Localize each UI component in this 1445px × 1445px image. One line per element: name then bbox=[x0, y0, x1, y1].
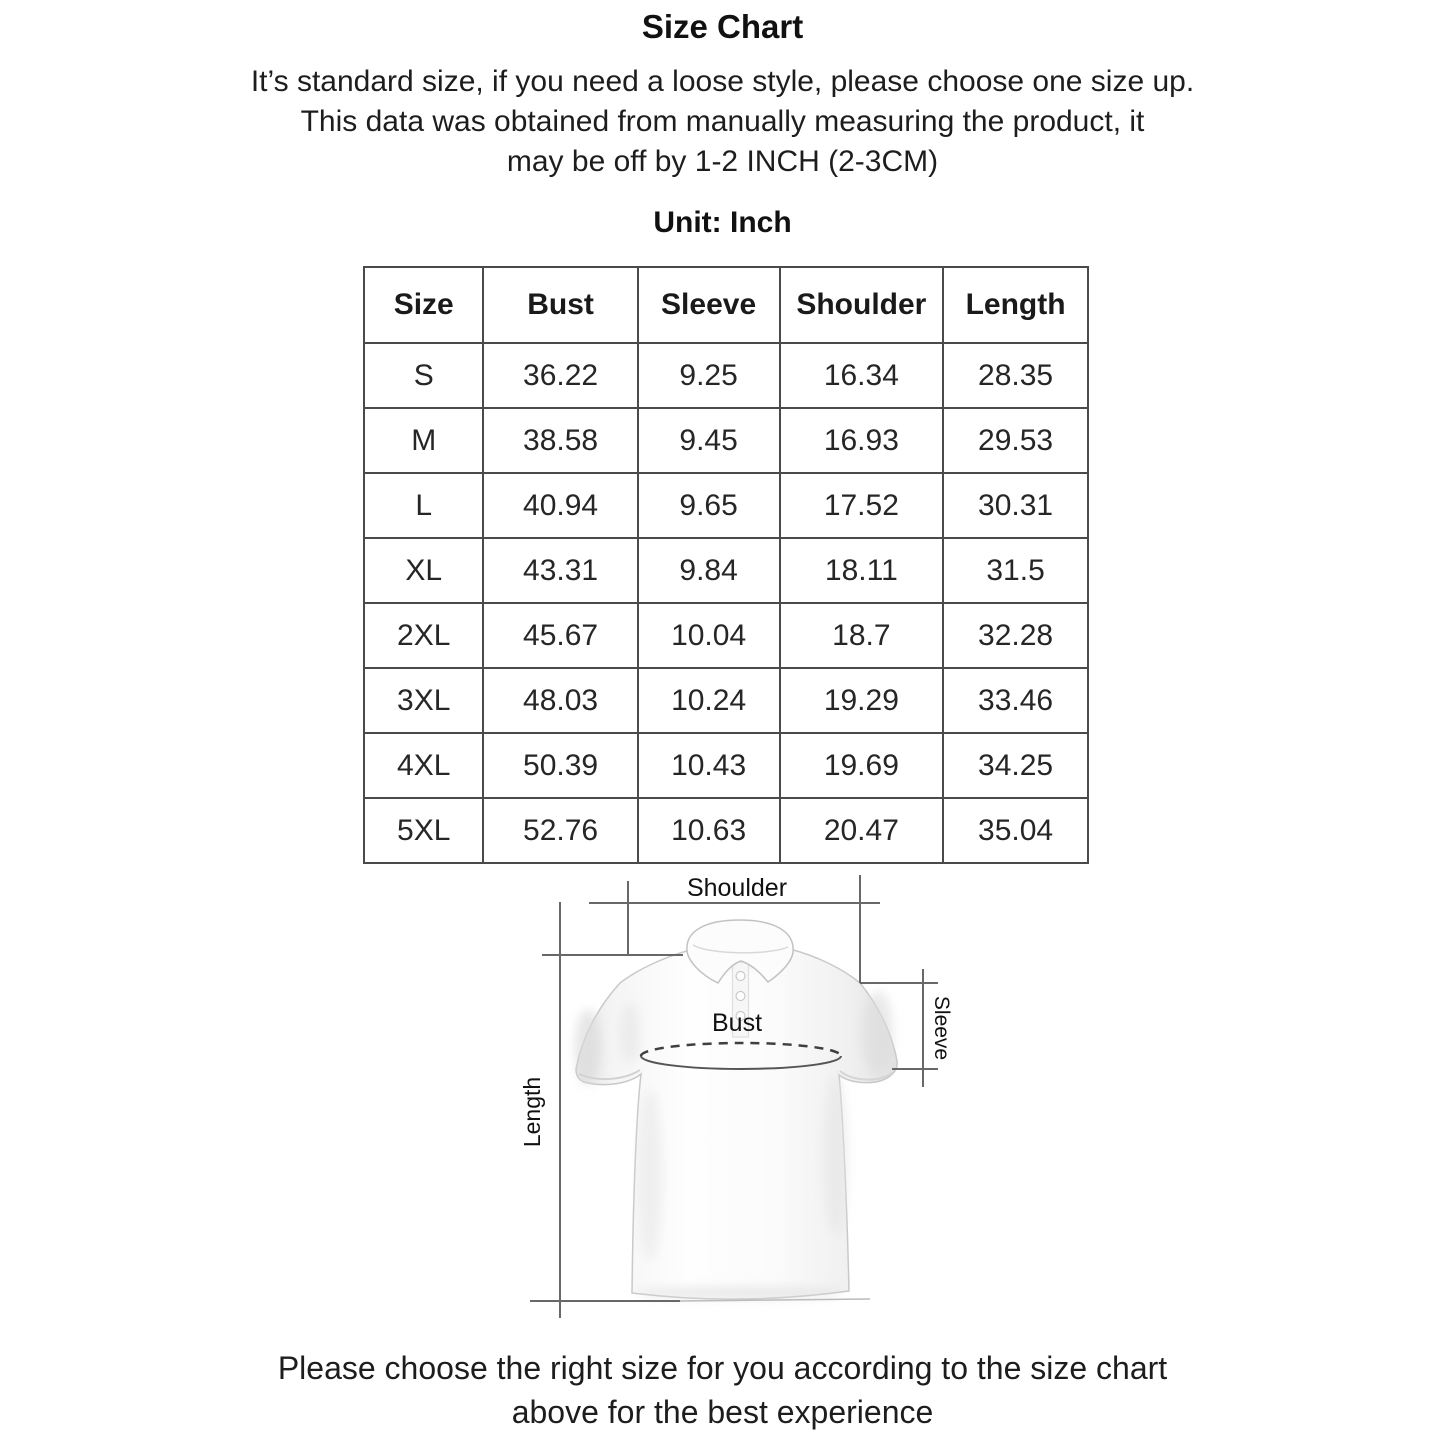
shoulder-cell: 16.34 bbox=[780, 343, 944, 408]
footer-note bbox=[0, 1346, 1445, 1434]
shoulder-cell: 18.7 bbox=[780, 603, 944, 668]
bust-cell: 38.58 bbox=[483, 408, 637, 473]
size-cell: 2XL bbox=[364, 603, 483, 668]
table-row-s bbox=[364, 343, 1088, 408]
column-header-sleeve: Sleeve bbox=[638, 267, 780, 343]
table-row-3xl bbox=[364, 668, 1088, 733]
size-cell: 5XL bbox=[364, 798, 483, 863]
footer-note-line-2: above for the best experience bbox=[511, 1394, 934, 1430]
column-header-shoulder: Shoulder bbox=[780, 267, 944, 343]
sleeve-cell: 9.65 bbox=[638, 473, 780, 538]
size-note-line-2: This data was obtained from manually measuring the product, it bbox=[300, 105, 1145, 138]
bust-cell: 48.03 bbox=[483, 668, 637, 733]
sleeve-cell: 10.43 bbox=[638, 733, 780, 798]
table-row-xl bbox=[364, 538, 1088, 603]
measurement-diagram bbox=[480, 855, 980, 1335]
size-cell: S bbox=[364, 343, 483, 408]
shoulder-cell: 19.69 bbox=[780, 733, 944, 798]
page-title: Size Chart bbox=[641, 8, 804, 45]
size-cell: L bbox=[364, 473, 483, 538]
size-note bbox=[0, 62, 1445, 182]
length-cell: 31.5 bbox=[943, 538, 1088, 603]
shoulder-cell: 17.52 bbox=[780, 473, 944, 538]
length-cell: 35.04 bbox=[943, 798, 1088, 863]
shoulder-cell: 20.47 bbox=[780, 798, 944, 863]
shoulder-label: Shoulder bbox=[686, 874, 788, 902]
bust-label: Bust bbox=[711, 1009, 763, 1037]
length-cell: 33.46 bbox=[943, 668, 1088, 733]
column-header-bust: Bust bbox=[483, 267, 637, 343]
footer-note-line-1: Please choose the right size for you according to the size chart bbox=[277, 1350, 1168, 1386]
size-cell: 4XL bbox=[364, 733, 483, 798]
button-2 bbox=[736, 992, 745, 1001]
size-note-line-3: may be off by 1-2 INCH (2-3CM) bbox=[506, 145, 939, 178]
shoulder-cell: 18.11 bbox=[780, 538, 944, 603]
shoulder-cell: 19.29 bbox=[780, 668, 944, 733]
bust-cell: 36.22 bbox=[483, 343, 637, 408]
table-row-l bbox=[364, 473, 1088, 538]
length-cell: 32.28 bbox=[943, 603, 1088, 668]
length-cell: 30.31 bbox=[943, 473, 1088, 538]
bust-cell: 45.67 bbox=[483, 603, 637, 668]
table-header-row bbox=[364, 267, 1088, 343]
unit-label: Unit: Inch bbox=[653, 206, 792, 239]
bust-cell: 43.31 bbox=[483, 538, 637, 603]
size-chart-table bbox=[363, 266, 1089, 864]
polo-shirt-illustration bbox=[575, 920, 897, 1299]
sleeve-cell: 9.45 bbox=[638, 408, 780, 473]
length-label: Length bbox=[519, 1076, 545, 1148]
sleeve-cell: 10.24 bbox=[638, 668, 780, 733]
sleeve-cell: 10.04 bbox=[638, 603, 780, 668]
bust-cell: 50.39 bbox=[483, 733, 637, 798]
length-cell: 34.25 bbox=[943, 733, 1088, 798]
sleeve-label: Sleeve bbox=[930, 995, 953, 1061]
size-cell: 3XL bbox=[364, 668, 483, 733]
size-cell: M bbox=[364, 408, 483, 473]
size-note-line-1: It’s standard size, if you need a loose style, please choose one size up. bbox=[250, 65, 1195, 98]
size-cell: XL bbox=[364, 538, 483, 603]
table-row-5xl bbox=[364, 798, 1088, 863]
sleeve-cell: 9.25 bbox=[638, 343, 780, 408]
table-row-4xl bbox=[364, 733, 1088, 798]
table-row-2xl bbox=[364, 603, 1088, 668]
shoulder-cell: 16.93 bbox=[780, 408, 944, 473]
sleeve-cell: 9.84 bbox=[638, 538, 780, 603]
button-1 bbox=[736, 972, 745, 981]
sleeve-cell: 10.63 bbox=[638, 798, 780, 863]
column-header-size: Size bbox=[364, 267, 483, 343]
bust-cell: 40.94 bbox=[483, 473, 637, 538]
length-cell: 28.35 bbox=[943, 343, 1088, 408]
column-header-length: Length bbox=[943, 267, 1088, 343]
bust-cell: 52.76 bbox=[483, 798, 637, 863]
table-row-m bbox=[364, 408, 1088, 473]
length-cell: 29.53 bbox=[943, 408, 1088, 473]
shirt-measurement-diagram bbox=[480, 855, 980, 1335]
